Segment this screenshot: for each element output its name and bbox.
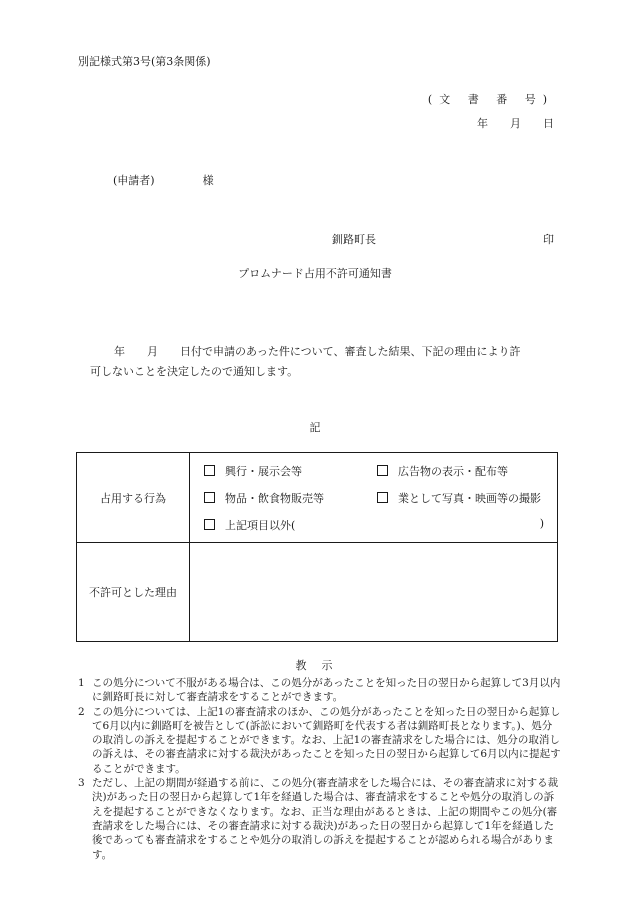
checkbox-icon	[377, 492, 388, 503]
document-title: プロムナード占用不許可通知書	[238, 267, 392, 280]
form-label: 別記様式第3号(第3条関係)	[78, 55, 211, 68]
option-other: 上記項目以外( )	[204, 517, 544, 533]
issuer-name: 釧路町長	[332, 233, 376, 246]
option-sales: 物品・飲食物販売等	[204, 490, 377, 506]
reason-cell	[190, 543, 558, 642]
ki-heading: 記	[309, 421, 321, 434]
list-item: 3 ただし、上記の期間が経過する前に、この処分(審査請求をした場合には、その審査請求に対する裁決)があった日の翌日から起算して1年を経過した場合は、審査請求をすることや処分の取消しの訴えを提起することができなくなります。なお、正当な理由があるときは、上記の期間やこの処分(審査請求をした場合には、その審査請求に対する裁決)があった日の翌日から起算して1年を経過した後であっても審査請求をすることや処分の取消しの訴えを提起することが認められる場合があります。	[78, 777, 559, 861]
row-label-activity: 占用する行為	[77, 453, 190, 543]
body-line-2: 可しないことを決定したので通知します。	[90, 365, 299, 378]
checkbox-icon	[204, 519, 215, 530]
occupancy-table	[76, 452, 558, 642]
row-label-reason: 不許可とした理由	[77, 543, 190, 642]
addressee	[113, 173, 214, 188]
option-filming: 業として写真・映画等の撮影	[377, 490, 541, 506]
instruction-heading: 教 示	[295, 659, 335, 672]
checkbox-icon	[204, 492, 215, 503]
body-text	[90, 342, 570, 382]
options-cell	[190, 453, 558, 543]
table-row	[77, 543, 558, 642]
option-advertising: 広告物の表示・配布等	[377, 463, 508, 479]
option-exhibition: 興行・展示会等	[204, 463, 377, 479]
applicant-label: (申請者)	[113, 174, 155, 187]
document-number: (文 書 番 号)	[427, 93, 554, 106]
list-item: 2 この処分については、上記1の審査請求のほか、この処分があったことを知った日の翌日から起算して6月以内に釧路町を被告として(訴訟において釧路町を代表する者は釧路町長となります。)、処分の取消しの訴えを提起することができます。なお、上記1の審査請求をした場合には、処分の取消しの訴えは、その審査請求に対する裁決があったことを知った日の翌日から起算して6月以内に提起することができます。	[78, 705, 561, 775]
seal-mark: 印	[543, 233, 554, 246]
checkbox-icon	[204, 465, 215, 476]
date-line: 年 月 日	[477, 117, 554, 130]
honorific: 様	[202, 174, 214, 187]
body-line-1: 年 月 日付で申請のあった件について、審査した結果、下記の理由により許	[114, 345, 521, 358]
checkbox-icon	[377, 465, 388, 476]
table-row	[77, 453, 558, 543]
notes-list	[78, 676, 562, 862]
other-close-paren: )	[539, 516, 544, 530]
list-item: 1 この処分について不服がある場合は、この処分があったことを知った日の翌日から起算して3月以内に釧路町長に対して審査請求をすることができます。	[78, 677, 561, 704]
